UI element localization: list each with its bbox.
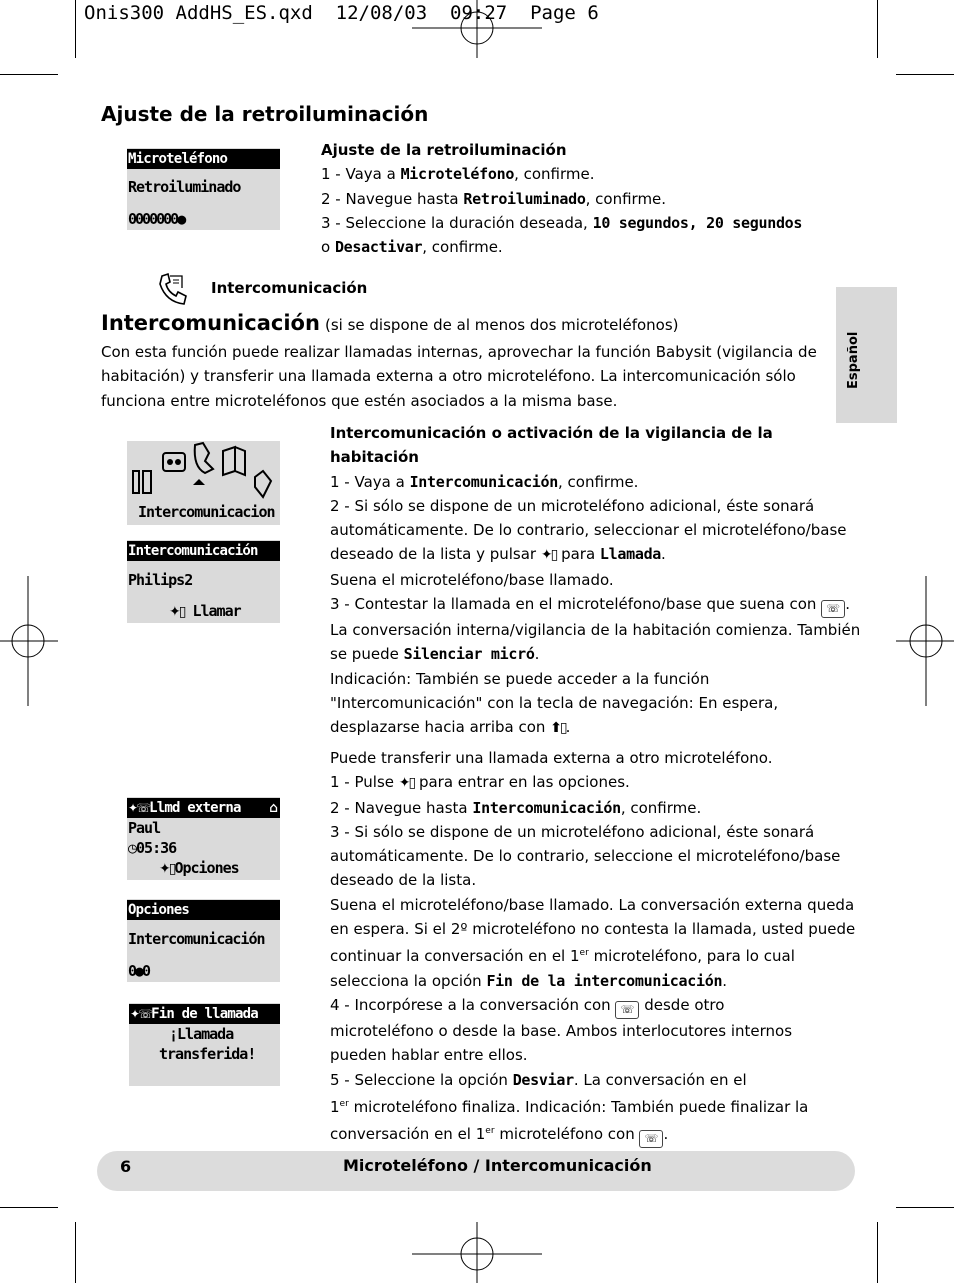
step-line: 5 - Seleccione la opción Desviar. La conversación en el (330, 1070, 747, 1089)
crop-mark (896, 74, 954, 75)
call-arrow-icon: ✦☏ (128, 801, 150, 815)
screen-message: transferida! (159, 1045, 256, 1063)
step-line: 1 - Vaya a Intercomunicación, confirme. (330, 472, 639, 491)
screen-title-bar: ✦☏Llmd externa ⌂ (127, 798, 280, 818)
menu-icons (129, 441, 279, 503)
registration-mark-bottom (412, 1222, 542, 1283)
menu-term: Desviar (512, 1070, 574, 1089)
crop-mark (0, 1207, 58, 1208)
crop-mark (877, 0, 878, 58)
menu-term: 10 segundos, 20 segundos (592, 213, 803, 232)
screen-title-bar: Intercomunicación (127, 541, 280, 561)
nav-key-icon: ✦▯ (169, 604, 185, 620)
handset-screen-menu (127, 441, 280, 525)
menu-term: Intercomunicación (472, 798, 621, 817)
talk-key-icon: ☏ (639, 1130, 663, 1148)
screen-title-bar: ✦☏Fin de llamada (129, 1004, 280, 1024)
section-heading-intercom: Intercomunicación (si se dispone de al menos dos microteléfonos) (101, 311, 679, 335)
step-line: se puede Silenciar micró. (330, 645, 540, 664)
print-header: Onis300 AddHS_ES.qxd 12/08/03 09:27 Page 6 (84, 2, 599, 24)
handset-screen-backlight (127, 148, 280, 230)
nav-key-icon: ✦▯ (540, 547, 557, 564)
step-line: 3 - Contestar la llamada en el microteléfono/base que suena con ☏ . (330, 592, 865, 618)
language-tab (836, 287, 897, 423)
screen-menu-label: Intercomunicacion (138, 503, 275, 521)
caller-name: Paul (128, 819, 161, 837)
page-number: 6 (120, 1157, 132, 1176)
nav-key-icon: ✦▯ (398, 775, 415, 792)
intercom-handset-icon (156, 272, 188, 308)
menu-term: Desactivar (334, 238, 423, 257)
crop-mark (0, 74, 58, 75)
call-timer: ◷05:36 (128, 839, 177, 857)
step-line: deseado de la lista y pulsar ✦▯ para Llamada. (330, 542, 865, 567)
menu-term: Fin de la intercomunicación (486, 971, 723, 990)
step-line: 2 - Navegue hasta Intercomunicación, confirme. (330, 798, 702, 817)
handset-screen-intercom (127, 540, 280, 623)
language-tab-label: Español (846, 331, 861, 389)
step-line: 1 - Vaya a Microteléfono, confirme. (321, 165, 595, 184)
menu-term: Silenciar micró (403, 645, 535, 664)
backlight-instructions (321, 138, 881, 259)
level-indicator: 0●0 (128, 962, 150, 980)
crop-mark (75, 1222, 76, 1283)
step-line: conversación en el 1er microteléfono con ☏ . (330, 1119, 870, 1148)
subheading: Intercomunicación o activación de la vigilancia de la (330, 424, 773, 442)
footer-title: Microteléfono / Intercomunicación (343, 1156, 652, 1175)
step-line: continuar la conversación en el 1er microteléfono, para lo cual (330, 947, 795, 966)
step-line: desplazarse hacia arriba con ⬆▯. (330, 715, 865, 740)
talk-key-icon: ☏ (821, 600, 845, 618)
screen-line: Intercomunicación (128, 930, 265, 948)
handset-screen-options (127, 899, 280, 982)
crop-mark (877, 1222, 878, 1283)
menu-term: Llamada (599, 545, 662, 564)
registration-mark-left (0, 576, 60, 706)
screen-action: ✦▯Opciones (159, 859, 239, 877)
screen-message: ¡Llamada (169, 1025, 234, 1043)
talk-key-icon: ☏ (615, 1001, 639, 1019)
step-line: o Desactivar, confirme. (321, 238, 503, 257)
step-line: selecciona la opción Fin de la intercomunicación. (330, 971, 727, 990)
step-line: 1er microteléfono finaliza. Indicación: También puede finalizar la (330, 1097, 809, 1116)
call-arrow-icon: ✦☏ (130, 1007, 152, 1021)
transfer-instructions: Puede transferir una llamada externa a otro microteléfono. 1 - Pulse ✦▯ para entrar en las opciones. 2 - Navegue hasta Intercomunicación, confirme. 3 - Si sólo se dispone de un microteléfono adicional, éste sonará automáticamente. De lo contrario, seleccione el microteléfono/base deseado de la lista. Suena el microteléfono/base llamado. La conversación externa queda en espera. Si el 2º microteléfono no contesta la llamada, usted puede continuar la conversación en el 1er microteléfono, para lo cual selecciona la opción Fin de la intercomunicación. 4 - Incorpórese a la conversación con ☏ desde otro microteléfono o desde la base. Ambos interlocutores internos pueden hablar entre ellos. 5 - Seleccione la opción Desviar. La conversación en el 1er microteléfono finaliza. Indicación: También puede finalizar la conversación en el 1er microteléfono con ☏ . (330, 746, 870, 1148)
crop-mark (896, 1207, 954, 1208)
battery-icon: ⌂ (269, 800, 277, 816)
step-line: 2 - Navegue hasta Retroiluminado, confirme. (321, 189, 667, 208)
menu-term: Microteléfono (400, 165, 515, 184)
subheading: Ajuste de la retroiluminación (321, 141, 567, 159)
screen-line: Retroiluminado (128, 178, 241, 196)
handset-screen-call-ended (129, 1003, 280, 1086)
screen-action: ✦▯ Llamar (169, 602, 241, 620)
intercom-intro: Con esta función puede realizar llamadas internas, aprovechar la función Babysit (vigilancia de habitación) y transferir una llamada externa a otro microteléfono. La intercomunicación sólo funciona entre microteléfonos que estén asociados a la misma base. (101, 343, 817, 410)
screen-title-bar: Microteléfono (127, 149, 280, 169)
footer-bar (97, 1151, 855, 1191)
handset-screen-external-call (127, 797, 280, 880)
step-line: 3 - Seleccione la duración deseada, 10 segundos, 20 segundos (321, 213, 803, 232)
registration-mark-right (896, 576, 954, 706)
menu-term: Intercomunicación (409, 472, 559, 491)
step-line: 4 - Incorpórese a la conversación con ☏ desde otro (330, 993, 870, 1019)
feature-label: Intercomunicación (211, 279, 368, 297)
screen-title-bar: Opciones (127, 900, 280, 920)
nav-key-icon: ✦▯ (159, 861, 175, 877)
nav-up-key-icon: ⬆▯ (550, 720, 566, 737)
intercom-instructions: Intercomunicación o activación de la vigilancia de la habitación 1 - Vaya a Intercomunicación, confirme. 2 - Si sólo se dispone de un microteléfono adicional, éste sonará automáticamente. De lo contrario, seleccionar el microteléfono/base deseado de la lista y pulsar ✦▯ para Llamada. Suena el microteléfono/base llamado. 3 - Contestar la llamada en el microteléfono/base que suena con ☏ . La conversación interna/vigilancia de la habitación comienza. También se puede Silenciar micró. Indicación: También se puede acceder a la función "Intercomunicación" con la tecla de navegación: En espera, desplazarse hacia arriba con ⬆▯. (330, 421, 865, 741)
screen-line: Philips2 (128, 571, 193, 589)
menu-term: Retroiluminado (463, 189, 586, 208)
step-line: 1 - Pulse ✦▯ para entrar en las opciones. (330, 770, 870, 795)
crop-mark (75, 0, 76, 58)
level-indicator: 0000000● (128, 210, 185, 228)
subheading: habitación (330, 448, 419, 467)
timer-icon: ◷ (128, 839, 137, 857)
section-heading-backlight: Ajuste de la retroiluminación (101, 102, 429, 126)
